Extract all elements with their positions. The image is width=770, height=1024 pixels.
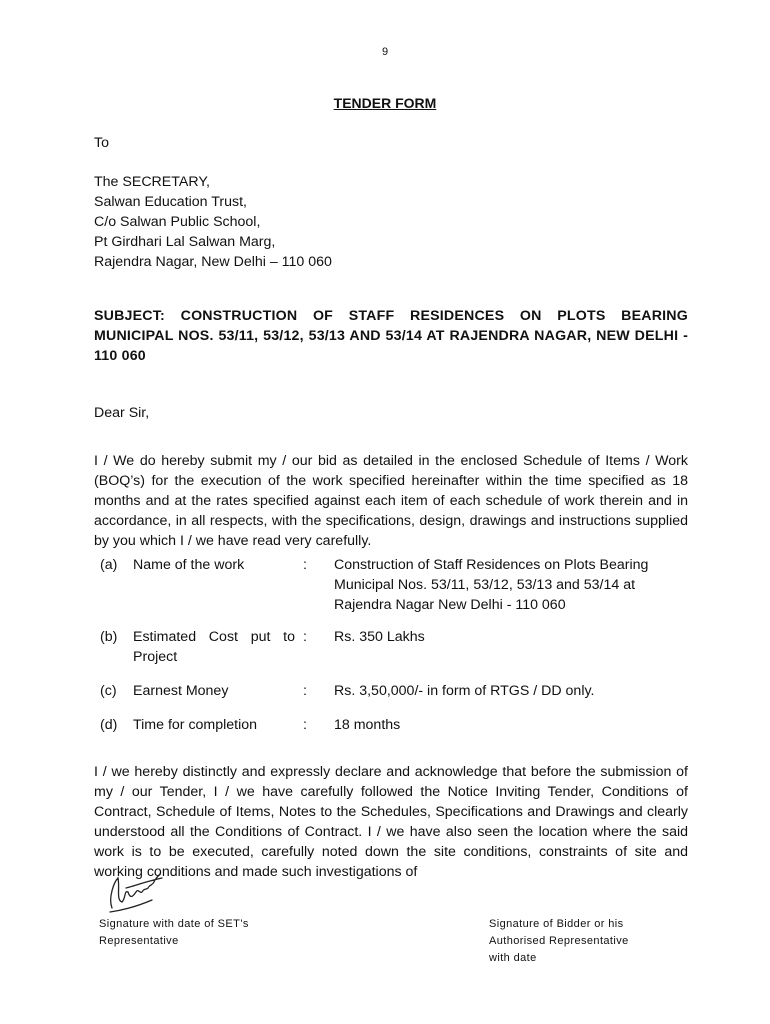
page-number: 9: [381, 46, 389, 58]
detail-value: Rs. 3,50,000/- in form of RTGS / DD only.: [334, 683, 595, 699]
detail-name: Name of the work: [133, 557, 245, 573]
signature-block-set-representative: [99, 916, 249, 950]
signature-line: Signature of Bidder or his: [489, 918, 624, 930]
detail-name: Estimated Cost put to Project: [133, 629, 295, 665]
signature-line: Representative: [99, 935, 179, 947]
address-line: Rajendra Nagar, New Delhi – 110 060: [94, 254, 332, 270]
detail-label: (a): [100, 557, 118, 573]
signature-line: Authorised Representative: [489, 935, 629, 947]
detail-name: Earnest Money: [133, 683, 229, 699]
to-line: To: [94, 135, 109, 151]
detail-value: Construction of Staff Residences on Plots Bearing Municipal Nos. 53/11, 53/12, 53/13 and 53/14 at Rajendra Nagar New Delhi - 110 060: [334, 557, 649, 613]
detail-value: Rs. 350 Lakhs: [334, 629, 425, 645]
recipient-address: [94, 172, 332, 272]
paragraph-declaration: I / we hereby distinctly and expressly declare and acknowledge that before the submission of my / our Tender, I / we have carefully followed the Notice Inviting Tender, Conditions of Contract, Schedule of Items, Notes to the Schedules, Specifications and Drawings and clearly understood all the Conditions of Contract. I / we have also seen the location where the said work is to be executed, carefully noted down the site conditions, constraints of site and working conditions and made such investigations of: [94, 764, 688, 880]
detail-colon: :: [303, 557, 307, 573]
address-line: The SECRETARY,: [94, 174, 210, 190]
detail-name: Time for completion: [133, 717, 258, 733]
signature-line: with date: [489, 952, 537, 964]
detail-colon: :: [303, 629, 307, 645]
signature-block-bidder: [489, 916, 629, 967]
address-line: Salwan Education Trust,: [94, 194, 247, 210]
detail-colon: :: [303, 683, 307, 699]
signature-line: Signature with date of SET’s: [99, 918, 249, 930]
detail-label: (b): [100, 629, 118, 645]
detail-label: (c): [100, 683, 117, 699]
detail-value: 18 months: [334, 717, 401, 733]
subject-line: SUBJECT: CONSTRUCTION OF STAFF RESIDENCES ON PLOTS BEARING MUNICIPAL NOS. 53/11, 53/12, 53/13 AND 53/14 AT RAJENDRA NAGAR, NEW DELHI - 110 060: [94, 308, 688, 364]
paragraph-bid-submission: I / We do hereby submit my / our bid as detailed in the enclosed Schedule of Items / Work (BOQ’s) for the execution of the work specified hereinafter within the time specified as 18 months and at the rates specified against each item of each schedule of work therein and in accordance, in all respects, with the specifications, design, drawings and instructions supplied by you which I / we have read very carefully.: [94, 453, 688, 549]
detail-colon: :: [303, 717, 307, 733]
address-line: C/o Salwan Public School,: [94, 214, 261, 230]
greeting: Dear Sir,: [94, 405, 150, 421]
document-title: TENDER FORM: [333, 95, 437, 111]
detail-label: (d): [100, 717, 118, 733]
handwritten-signature: [104, 868, 174, 916]
address-line: Pt Girdhari Lal Salwan Marg,: [94, 234, 276, 250]
